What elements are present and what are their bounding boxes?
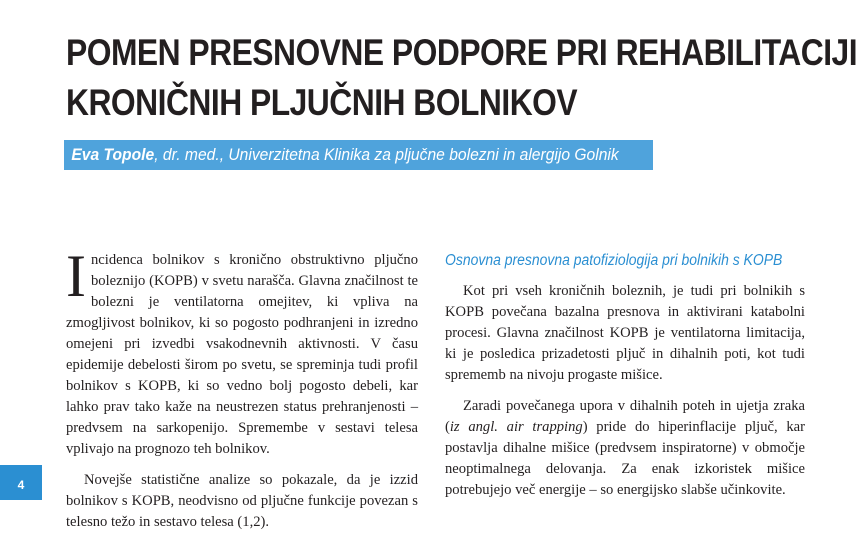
- statistics-paragraph: Novejše statistične analize so pokazale, da je izzid bolnikov s KOPB, neodvisno od pljučne funkcije povezan s telesno težo in sestavo telesa (1,2).: [66, 472, 418, 530]
- intro-paragraph-text: ncidenca bolnikov s kronično obstruktivno pljučno boleznijo (KOPB) v svetu narašča. Glavna značilnost te bolezni je ventilatorna omejitev, ki vpliva na zmogljivost bolnikov, ki so pogosto podhranjeni in izredno omejeni pri izvedbi vsakodnevnih aktivnosti. V času epidemije debelosti širom po svetu, se spreminja tudi profil bolnikov s KOPB, ki so vedno bolj pogosto debeli, kar lahko prav tako kaže na neustrezen status prehranjenosti – predvsem na sarkopenijo. Spremembe v sestavi telesa vplivajo na prognozo teh bolnikov.: [66, 252, 418, 457]
- hyperinflation-text-end: ) pride do hiperinflacije pljuč, kar postavlja dihalne mišice (predvsem inspiratorne) v območje neoptimalnega delovanja. Za enak izkoristek mišice potrebujejo več energije – so energijsko slabše učinkovite.: [445, 419, 806, 498]
- intro-paragraph: [66, 243, 418, 460]
- article-title: [66, 28, 857, 128]
- page-number: 4: [17, 478, 25, 492]
- author-bar: [64, 140, 653, 170]
- hyperinflation-paragraph: [445, 396, 805, 501]
- article-title-line-1: POMEN PRESNOVNE PODPORE PRI REHABILITACIJI: [66, 32, 857, 73]
- drop-cap: I: [66, 243, 86, 309]
- author-name: Eva Topole: [71, 145, 155, 164]
- hyperinflation-text-start: Zaradi povečanega upora v dihalnih poteh in ujetja zraka (: [445, 398, 805, 435]
- author-line: [64, 140, 619, 170]
- air-trapping-term: iz angl. air trapping: [449, 419, 583, 435]
- author-affiliation: , dr. med., Univerzitetna Klinika za pljučne bolezni in alergijo Golnik: [154, 145, 619, 164]
- right-column: [445, 250, 805, 511]
- article-title-line-2: KRONIČNIH PLJUČNIH BOLNIKOV: [66, 82, 578, 123]
- left-column: [66, 243, 418, 543]
- section-heading: Osnovna presnovna patofiziologija pri bolnikih s KOPB: [445, 252, 783, 269]
- metabolism-paragraph: Kot pri vseh kroničnih boleznih, je tudi pri bolnikih s KOPB povečana bazalna presnova in aktivirani katabolni procesi. Glavna značilnost KOPB je ventilatorna limitacija, ki je posledica prizadetosti pljuč in dihalnih poti, kot tudi sprememb na nivoju progaste mišice.: [445, 283, 805, 383]
